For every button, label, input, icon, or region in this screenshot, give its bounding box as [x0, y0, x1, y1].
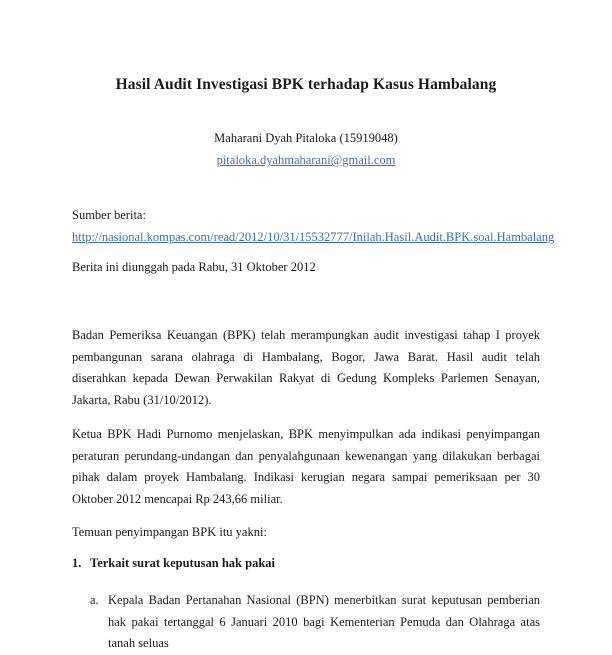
source-label: Sumber berita: — [72, 208, 146, 222]
upload-note: Berita ini diunggah pada Rabu, 31 Oktober 2012 — [72, 260, 316, 274]
author-name: Maharani Dyah Pitaloka (15919048) — [214, 131, 398, 145]
paragraph-2: Ketua BPK Hadi Purnomo menjelaskan, BPK menyimpulkan ada indikasi penyimpangan peraturan perundang-undangan dan penyalahgunaan kewenangan yang dilakukan berbagai pihak dalam proyek Hambalang. Indikasi kerugian negara sampai pemeriksaan per 30 Oktober 2012 mencapai Rp 243,66 miliar. — [72, 427, 540, 506]
author-email — [0, 153, 612, 168]
subitem-marker: a. — [90, 593, 99, 607]
subitem-text: Kepala Badan Pertanahan Nasional (BPN) menerbitkan surat keputusan pemberian hak pakai tertanggal 6 Januari 2010 bagi Kementerian Pemuda dan Olahraga atas tanah seluas — [108, 593, 540, 650]
email-link[interactable]: pitaloka.dyahmaharani@gmail.com — [216, 153, 396, 167]
paragraph-1: Badan Pemeriksa Keuangan (BPK) telah merampungkan audit investigasi tahap I proyek pembangunan sarana olahraga di Hambalang, Bogor, Jawa Barat. Hasil audit telah diserahkan kepada Dewan Perwakilan Rakyat di Gedung Kompleks Parlemen Senayan, Jakarta, Rabu (31/10/2012). — [72, 328, 540, 407]
source-url-link[interactable]: http://nasional.kompas.com/read/2012/10/31/15532777/Inilah.Hasil.Audit.BPK.soal.Hambalang — [72, 230, 555, 244]
source-url-line — [72, 230, 554, 245]
paragraph-3: Temuan penyimpangan BPK itu yakni: — [72, 525, 267, 539]
list-item-heading — [72, 556, 275, 571]
list-subitem — [90, 590, 540, 655]
list-heading-text: Terkait surat keputusan hak pakai — [90, 556, 276, 570]
document-title: Hasil Audit Investigasi BPK terhadap Kasus Hambalang — [115, 76, 497, 93]
list-number: 1. — [72, 556, 82, 570]
